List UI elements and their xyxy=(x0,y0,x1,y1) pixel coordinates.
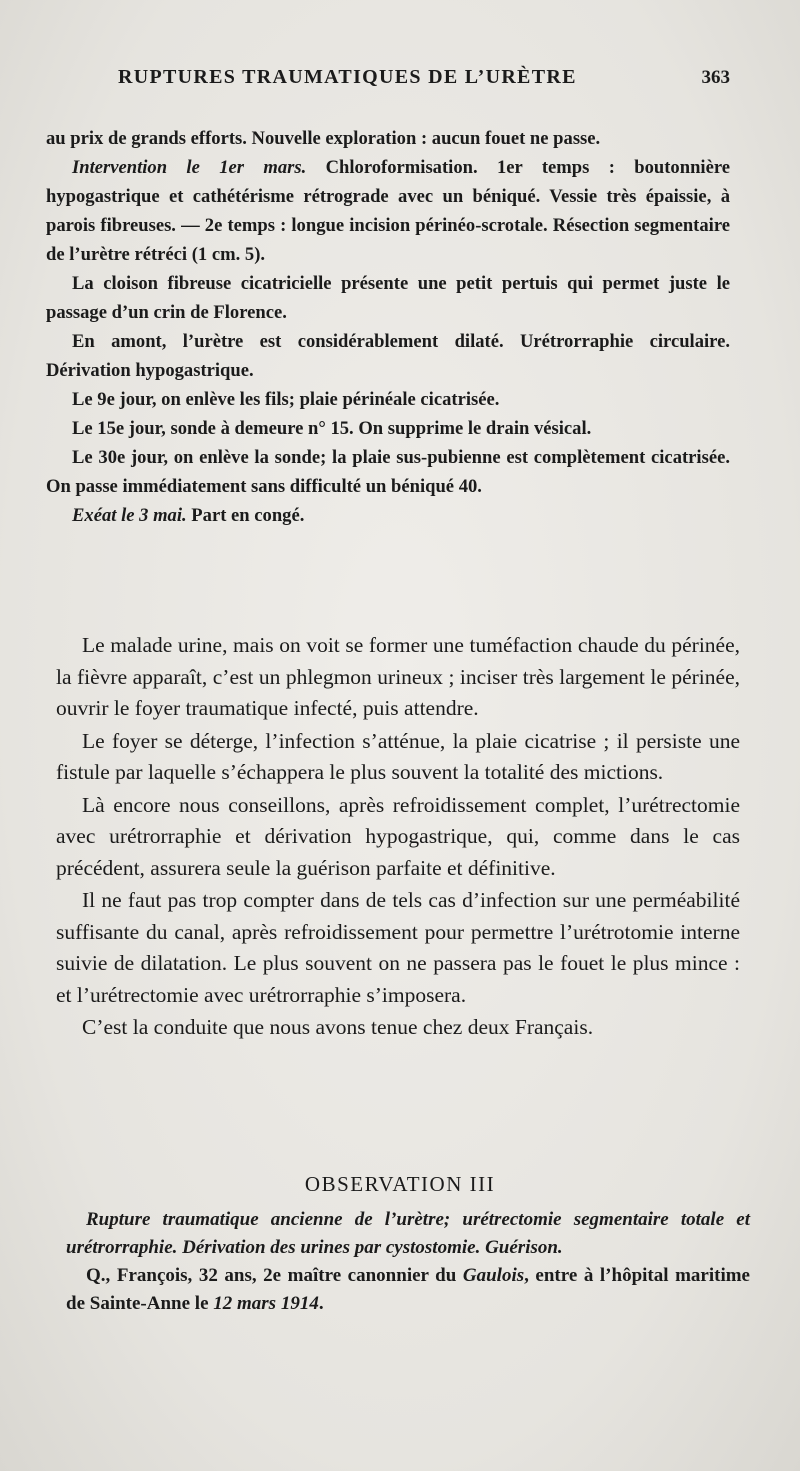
exeat-date: Exéat le 3 mai. xyxy=(72,505,187,526)
case-note-paragraph: Le 15e jour, sonde à demeure n° 15. On supprime le drain vésical. xyxy=(72,418,592,439)
intervention-date: Intervention le 1er mars. xyxy=(72,157,307,178)
case-note-paragraph: La cloison fibreuse cicatricielle présente une petit pertuis qui permet juste le passage d’un crin de Florence. xyxy=(46,273,730,323)
body-paragraph: Le foyer se déterge, l’infection s’atténue, la plaie cicatrise ; il persiste une fistule par laquelle s’échappera le plus souvent la totalité des mictions. xyxy=(56,728,740,784)
case-note-paragraph: En amont, l’urètre est considérablement dilaté. Urétrorraphie circulaire. Dérivation hypogastrique. xyxy=(46,331,730,381)
observation-summary: Rupture traumatique ancienne de l’urètre; urétrectomie segmentaire totale et urétrorraphie. Dérivation des urines par cystostomie. Guérison. xyxy=(66,1209,750,1258)
case-notes xyxy=(46,124,730,530)
body-paragraph: Le malade urine, mais on voit se former une tuméfaction chaude du périnée, la fièvre apparaît, c’est un phlegmon urineux ; inciser très largement le périnée, ouvrir le foyer traumatique infecté, puis attendre. xyxy=(56,633,740,720)
case-note-paragraph: Le 9e jour, on enlève les fils; plaie périnéale cicatrisée. xyxy=(72,389,500,410)
running-header xyxy=(118,66,730,89)
main-text xyxy=(56,630,740,1045)
case-note-paragraph: Le 30e jour, on enlève la sonde; la plaie sus-pubienne est complètement cicatrisée. On passe immédiatement sans difficulté un béniqué 40. xyxy=(46,447,730,497)
observation-title: OBSERVATION III xyxy=(304,1172,496,1196)
running-title: RUPTURES TRAUMATIQUES DE L’URÈTRE xyxy=(118,66,577,88)
page-number: 363 xyxy=(701,67,730,88)
body-paragraph: C’est la conduite que nous avons tenue chez deux Français. xyxy=(82,1015,594,1039)
observation-paragraph: Q., François, 32 ans, 2e maître canonnier du Gaulois, entre à l’hôpital maritime de Sainte-Anne le 12 mars 1914. xyxy=(66,1265,750,1314)
case-note-paragraph: au prix de grands efforts. Nouvelle exploration : aucun fouet ne passe. xyxy=(46,128,601,149)
case-note-paragraph: Exéat le 3 mai. Part en congé. xyxy=(72,505,305,526)
body-paragraph: Il ne faut pas trop compter dans de tels cas d’infection sur une perméabilité suffisante du canal, après refroidissement pour permettre l’urétrotomie interne suivie de dilatation. Le plus souvent on ne passera pas le fouet le plus mince : et l’urétrectomie avec urétrorraphie s’imposera. xyxy=(56,888,740,1007)
body-paragraph: Là encore nous conseillons, après refroidissement complet, l’urétrectomie avec urétrorraphie et dérivation hypogastrique, qui, comme dans le cas précédent, assurera seule la guérison parfaite et définitive. xyxy=(56,792,740,880)
case-note-paragraph: Intervention le 1er mars. Chloroformisation. 1er temps : boutonnière hypogastrique et cathétérisme rétrograde avec un béniqué. Vessie très épaissie, à parois fibreuses. — 2e temps : longue incision périnéo-scrotale. Résection segmentaire de l’urètre rétréci (1 cm. 5). xyxy=(46,157,730,265)
observation-section xyxy=(66,1206,750,1318)
ship-name: Gaulois xyxy=(462,1265,525,1286)
admission-date: 12 mars 1914 xyxy=(213,1293,319,1314)
